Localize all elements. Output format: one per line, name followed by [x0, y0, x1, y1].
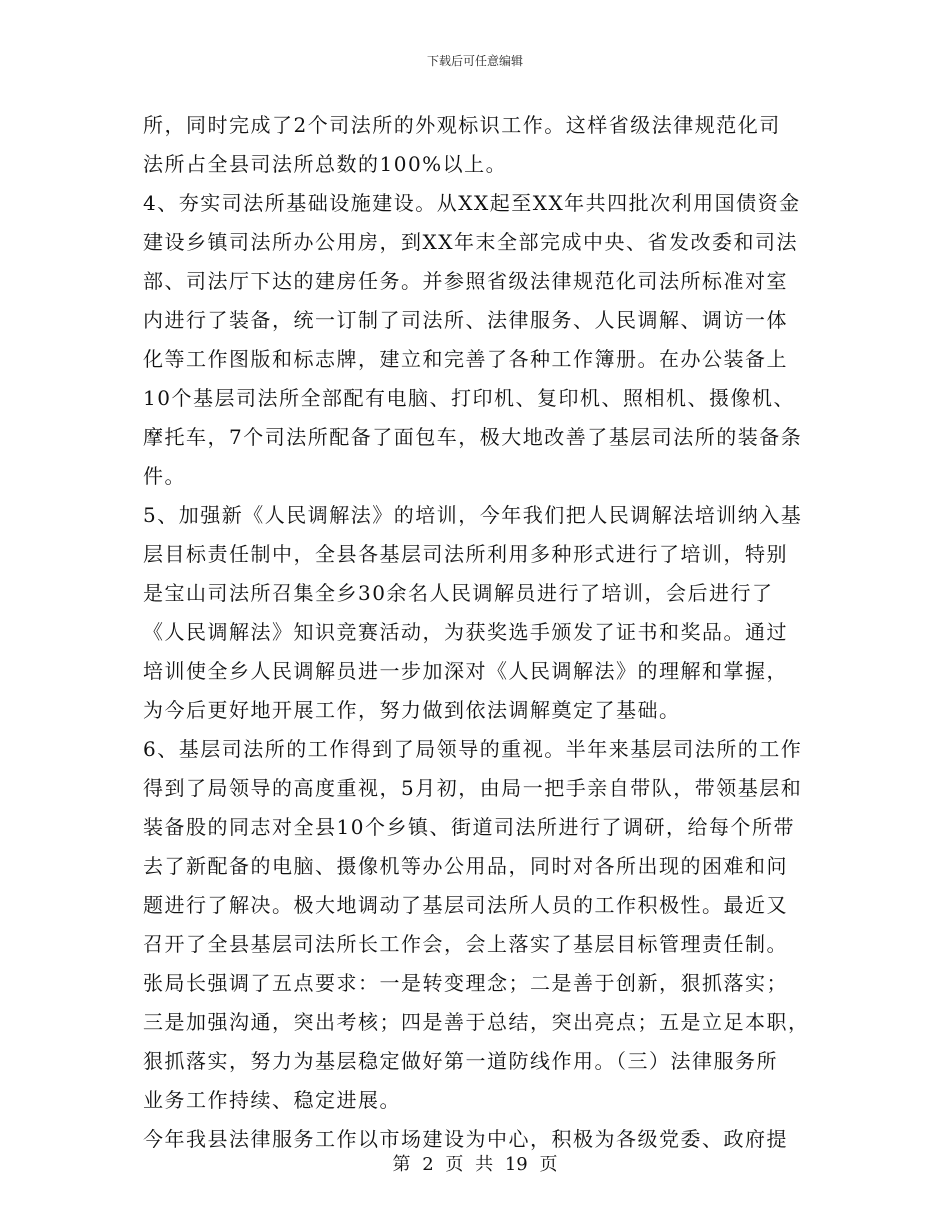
text-line: 今年我县法律服务工作以市场建设为中心，积极为各级党委、政府提 [143, 1127, 788, 1151]
text-line: 三是加强沟通，突出考核；四是善于总结，突出亮点；五是立足本职， [143, 1010, 810, 1034]
text-line: 5、加强新《人民调解法》的培训，今年我们把人民调解法培训纳入基 [143, 503, 803, 527]
text-line: 10个基层司法所全部配有电脑、打印机、复印机、照相机、摄像机、 [143, 386, 795, 410]
text-line: 培训使全乡人民调解员进一步加深对《人民调解法》的理解和掌握， [143, 659, 788, 683]
text-line: 层目标责任制中，全县各基层司法所利用多种形式进行了培训，特别 [143, 542, 788, 566]
text-line: 为今后更好地开展工作，努力做到依法调解奠定了基础。 [143, 698, 681, 722]
text-line: 张局长强调了五点要求：一是转变理念；二是善于创新，狠抓落实； [143, 971, 788, 995]
page-header: 下载后可任意编辑 [426, 54, 523, 68]
text-line: 化等工作图版和标志牌，建立和完善了各种工作簿册。在办公装备上 [143, 347, 788, 371]
document-body [143, 106, 823, 1159]
text-line: 所，同时完成了2个司法所的外观标识工作。这样省级法律规范化司 [143, 113, 781, 137]
text-line: 召开了全县基层司法所长工作会，会上落实了基层目标管理责任制。 [143, 932, 788, 956]
text-line: 6、基层司法所的工作得到了局领导的重视。半年来基层司法所的工作 [143, 737, 803, 761]
text-line: 法所占全县司法所总数的100%以上。 [143, 152, 508, 176]
text-line: 件。 [143, 464, 186, 488]
text-line: 装备股的同志对全县10个乡镇、街道司法所进行了调研，给每个所带 [143, 815, 795, 839]
text-line: 内进行了装备，统一订制了司法所、法律服务、人民调解、调访一体 [143, 308, 788, 332]
text-line: 狠抓落实，努力为基层稳定做好第一道防线作用。（三）法律服务所 [143, 1049, 778, 1073]
page-number-footer: 第 2 页 共 19 页 [392, 1154, 558, 1175]
text-line: 是宝山司法所召集全乡30余名人民调解员进行了培训，会后进行了 [143, 581, 774, 605]
text-line: 摩托车，7个司法所配备了面包车，极大地改善了基层司法所的装备条 [143, 425, 803, 449]
text-line: 部、司法厅下达的建房任务。并参照省级法律规范化司法所标准对室 [143, 269, 788, 293]
text-line: 去了新配备的电脑、摄像机等办公用品，同时对各所出现的困难和问 [143, 854, 788, 878]
text-line: 4、夯实司法所基础设施建设。从XX起至XX年共四批次利用国债资金 [143, 191, 801, 215]
text-line: 得到了局领导的高度重视，5月初，由局一把手亲自带队，带领基层和 [143, 776, 803, 800]
text-line: 题进行了解决。极大地调动了基层司法所人员的工作积极性。最近又 [143, 893, 788, 917]
text-line: 建设乡镇司法所办公用房，到XX年末全部完成中央、省发改委和司法 [143, 230, 798, 254]
text-line: 业务工作持续、稳定进展。 [143, 1088, 401, 1112]
text-line: 《人民调解法》知识竞赛活动，为获奖选手颁发了证书和奖品。通过 [143, 620, 788, 644]
